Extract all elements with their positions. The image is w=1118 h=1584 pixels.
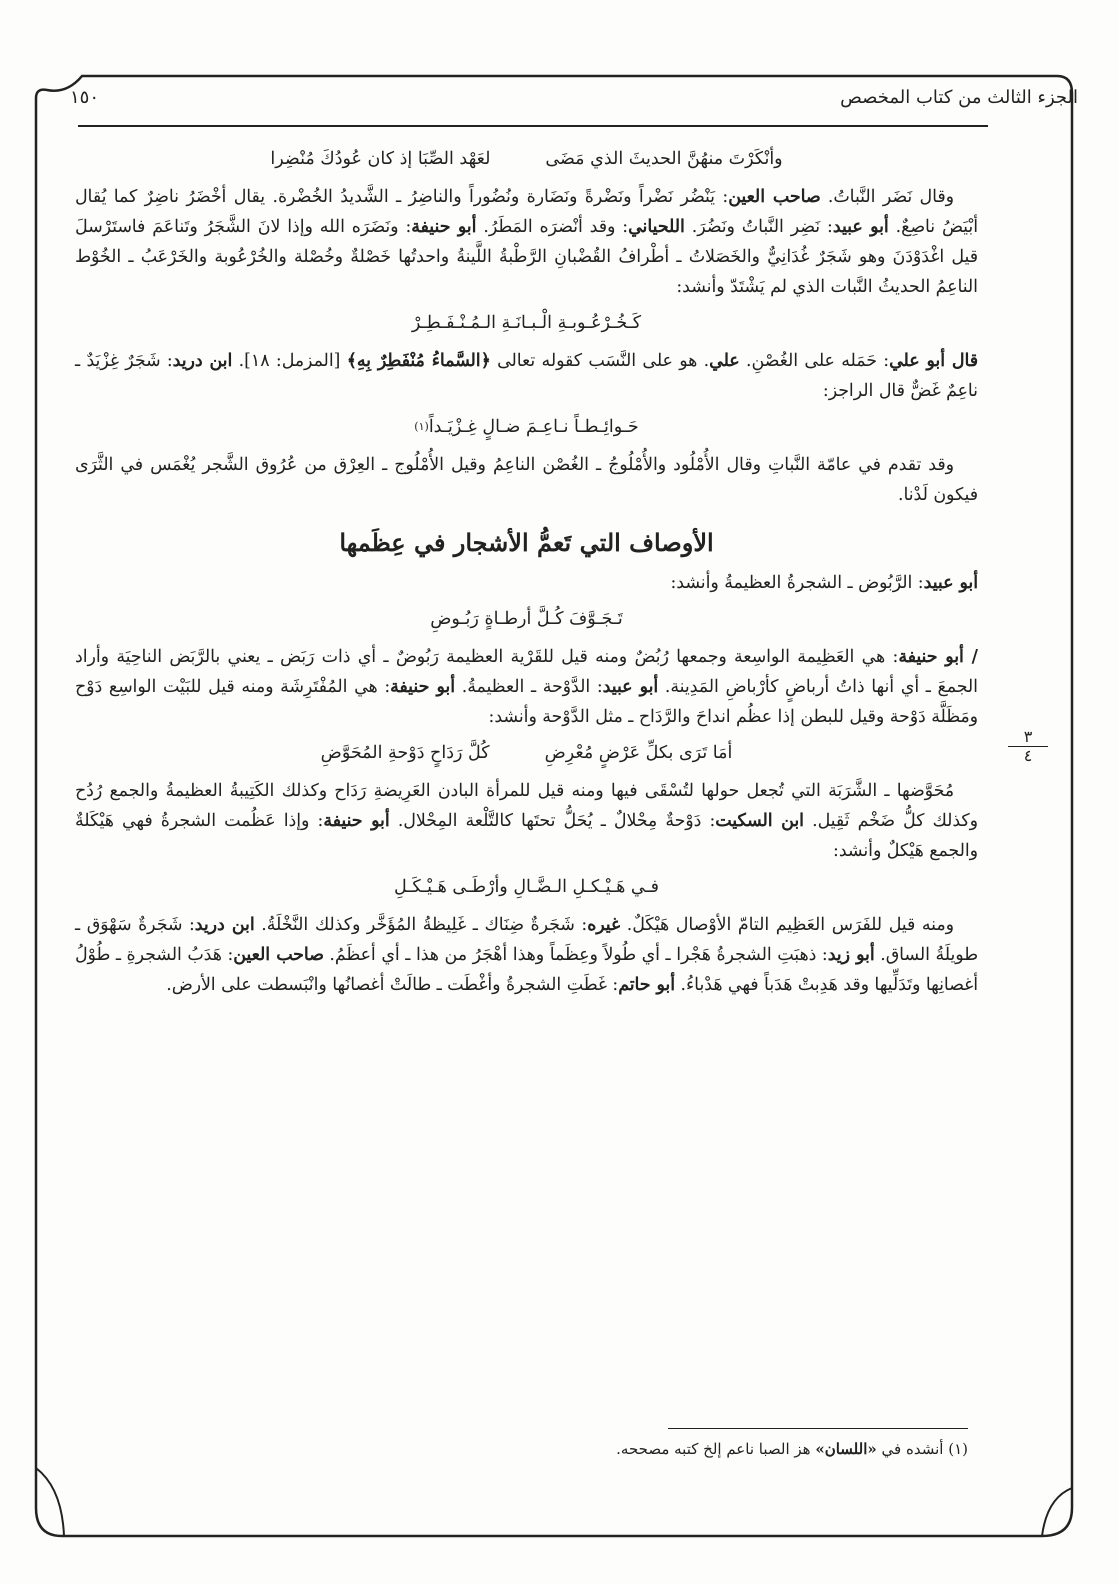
text-segment: وقال نَضَر النَّباتُ. <box>820 187 954 207</box>
text-segment: : الدَّوْحة ـ العظيمةُ. <box>455 677 603 697</box>
text-segment: ومنه قيل للفَرَس العَظِيم التامّ الأوْصال هَيْكَلٌ. <box>620 915 954 935</box>
author-name: اللحياني <box>628 217 685 237</box>
text-segment: : نَضِر النَّباتُ ونَضُرَ. <box>684 217 833 237</box>
paragraph-2 <box>75 346 978 406</box>
text-segment: [المزمل: ١٨]. <box>232 351 347 371</box>
margin-note-numerator: ٣ <box>1023 727 1033 746</box>
author-name: علي <box>709 351 740 371</box>
footnote-text-after: هز الصبا ناعم إلخ كتبه مصححه. <box>616 1440 816 1458</box>
author-name: ﴿السَّماءُ مُنْفَطِرٌ بِهِ﴾ <box>346 351 491 371</box>
text-segment: : شَجَرةٌ سَهْوَق ـ طويلَةُ الساق. <box>75 915 978 965</box>
text-segment: : الرَّبُوض ـ الشجرةُ العظيمةُ وأنشد: <box>670 573 924 593</box>
author-name: أبو حاتم <box>618 975 676 995</box>
author-name: ابن السكيت <box>715 811 804 831</box>
paragraph-1 <box>75 182 978 302</box>
verse-6-text: فـي هَـيْـكـلِ الـضَّـالِ وأرْطَـى هَـيْـكَـلِ <box>393 877 660 897</box>
verse-1 <box>75 144 978 174</box>
footnote-text-before: أنشده في <box>876 1440 944 1458</box>
running-title: الجزء الثالث من كتاب المخصص <box>840 86 1078 108</box>
verse-5 <box>75 738 978 768</box>
footnote-source: «اللسان» <box>815 1440 877 1458</box>
verse-2 <box>75 308 978 338</box>
margin-folio-note <box>1008 728 1048 765</box>
verse-2-text: كَـخُـرْعُـوبـةِ الْـبـانَـةِ الـمُـنْـفَـطِـرْ <box>411 313 642 333</box>
text-segment: : وإذا عَظُمت الشجرةُ فهي هَيْكَلةٌ والجمع هَيْكلٌ وأنشد: <box>75 811 978 861</box>
section-title: الأوصاف التي تَعمُّ الأشجار في عِظَمها <box>339 528 714 557</box>
verse-4-text: تَـجَـوَّفَ كُـلَّ أرطـاةٍ رَبُـوضِ <box>430 609 623 629</box>
author-name: أبو حنيفة <box>411 217 477 237</box>
margin-note-denominator: ٤ <box>1008 746 1048 765</box>
main-text <box>75 140 978 1464</box>
paragraph-4 <box>75 568 978 598</box>
author-name: أبو عبيد <box>832 217 889 237</box>
text-segment: . هو على النَّسَب كقوله تعالى <box>490 351 710 371</box>
author-name: أبو عبيد <box>923 573 978 593</box>
text-segment: : غَطَتِ الشجرةُ وأغْطَت ـ طالَتْ أغصانُها وانْبَسطت على الأرض. <box>166 975 619 995</box>
verse-6 <box>75 872 978 902</box>
verse-5-hemistich-1: أمَا تَرَى بكلِّ عَرْضٍ مُعْرِضِ <box>544 743 733 763</box>
verse-3-text: حَـوائِـطـاً نـاعِـمَ ضـالٍ غِـزْيَـداً <box>428 417 639 437</box>
text-segment: : ونَضَرَه الله وإذا لانَ الشَّجَرُ وتَناعَمَ فاستَرْسلَ قيل اغْدَوْدَنَ وهو شَجَرٌ غُدَانِيٌّ والخَصَلاتُ ـ أطْرافُ القُضْبانِ الرَّطْبةُ اللَّينةُ واحدتُها خَصْلةٌ وخُصْلة والخُرْعُوبة والخَرْعَبُ ـ الخُوْط الناعِمُ الحديثُ النَّبات الذي لم يَشْتَدّ وأنشد: <box>75 217 978 297</box>
text-segment: : هي العَظِيمة الواسِعة وجمعها رُبُضٌ ومنه قيل للقَرْية العظيمة رَبُوضٌ ـ أي ذات رَبَض ـ يعني بالرَّبَض الناحِيَة وأراد الجمعَ ـ أي أنها ذاتُ أرباضٍ كأرْباضِ المَدِينة. <box>75 647 978 697</box>
author-name: صاحب العين <box>728 187 821 207</box>
verse-4 <box>75 604 978 634</box>
author-name: أبو حنيفة <box>323 811 390 831</box>
text-segment: : حَمَله على الغُصْنِ. <box>739 351 890 371</box>
text-segment: : هَدَبُ الشجرةِ ـ طُوْلُ أغصانِها وتَدَلِّيها وقد هَدِبتْ هَدَباً فهي هَدْباءُ. <box>75 945 978 995</box>
header-rule <box>78 125 988 127</box>
text-segment: : شَجَرةٌ ضِنَاك ـ غَلِيظةُ المُؤَخَّر وكذلك النَّخْلَةُ. <box>254 915 588 935</box>
footnote <box>148 1440 968 1458</box>
footnote-marker: (١) <box>948 1440 968 1458</box>
text-segment: مُحَوَّضها ـ الشَّرَبَة التي تُجعل حولها لتُسْقَى فيها ومنه قيل للمرأة البادن العَرِيضةِ رَدَاح وكذلك الكَتِيبةُ العظيمةُ والجمع رُدُح وكذلك كلُّ ضَخْم ثَقِيل. <box>75 781 978 831</box>
footnote-ref: (١) <box>414 420 429 433</box>
text-segment: : شَجَرٌ غِزْيَدٌ ـ ناعِمٌ غَضٌّ قال الراجز: <box>75 351 978 401</box>
author-name: ابن دريد <box>194 915 255 935</box>
author-name: غيره <box>587 915 621 935</box>
text-segment: : دَوْحةٌ مِحْلالٌ ـ يُحَلُّ تحتَها كالتَّلْعة المِحْلال. <box>389 811 716 831</box>
text-segment: : وقد أنْضرَه المَطَرُ. <box>476 217 629 237</box>
author-name: أبو حنيفة <box>390 677 456 697</box>
text-segment: : هي المُفْتَرِشَة ومنه قيل للبَيْت الواسِع دَوْح ومَظَلَّة دَوْحة وقيل للبطن إذا عظُم انداحَ والرَّدَاح ـ مثل الدَّوْحة وأنشد: <box>75 677 978 727</box>
text-segment: : ذهبَتِ الشجرةُ هَجْرا ـ أي طُولاً وعِظَماً وهذا أهْجَرُ من هذا ـ أي أعظَمُ. <box>323 945 828 965</box>
author-name: أبو عبيد <box>602 677 659 697</box>
verse-3 <box>75 412 978 442</box>
author-name: / أبو حنيفة <box>898 647 978 667</box>
page-header <box>70 80 1078 114</box>
verse-5-hemistich-2: كُلَّ رَدَاحٍ دَوْحةِ المُحَوَّضِ <box>320 743 490 763</box>
author-name: ابن دريد <box>172 351 233 371</box>
paragraph-5 <box>75 642 978 732</box>
paragraph-7 <box>75 910 978 1000</box>
paragraph-6 <box>75 776 978 866</box>
author-name: قال أبو علي <box>889 351 978 371</box>
footnote-rule <box>668 1428 968 1429</box>
verse-1-hemistich-2: لعَهْد الصِّبَا إذ كان عُودُكَ مُنْضِرا <box>270 149 491 169</box>
verse-1-hemistich-1: وأنْكَرْتَ منهُنَّ الحديثَ الذي مَضَى <box>545 149 783 169</box>
page-number: ١٥٠ <box>70 86 100 108</box>
author-name: أبو زيد <box>827 945 875 965</box>
paragraph-3: وقد تقدم في عامّة النَّباتِ وقال الأُمْلُود والأُمْلُوجُ ـ الغُصْن الناعِمُ وقيل الأُمْلُوج ـ العِرْق من عُرُوق الشَّجر يُغْمَس في الثَّرَى فيكون لَدْنا. <box>75 455 978 505</box>
author-name: صاحب العين <box>233 945 324 965</box>
text-segment: : يَنْضُر نَضْراً ونَضْرةً ونَضَارة ونُضُوراً والناضِرُ ـ الشَّديدُ الخُضْرة. يقال أخْضَرُ ناضِرٌ كما يُقال أبْيَضُ ناصِعٌ. <box>75 187 978 237</box>
